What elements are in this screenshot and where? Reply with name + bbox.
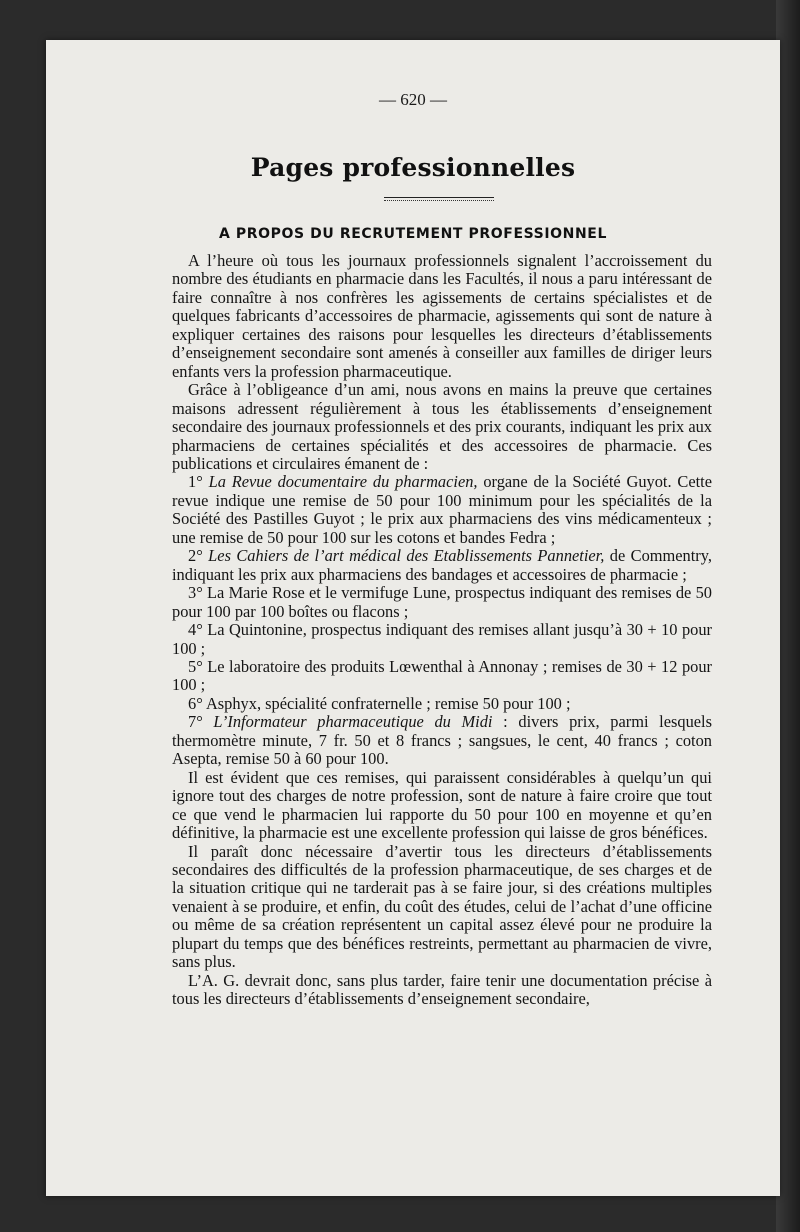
document-page bbox=[46, 40, 780, 1196]
item-text: de Commentry, indiquant les prix aux pharmaciens des bandages et accessoires de pharmacie ; bbox=[172, 546, 712, 584]
publication-title: La Revue documentaire du pharmacien, bbox=[208, 472, 478, 492]
publication-title: L’Informateur pharmaceutique du Midi bbox=[213, 712, 493, 732]
page-number: — 620 — bbox=[379, 90, 447, 109]
list-item bbox=[172, 473, 712, 547]
paragraph: Il paraît donc nécessaire d’avertir tous les directeurs d’établissements secondaires des difficultés de la profession pharmaceutique, de ses charges et de la situation critique qui ne tarderait pas à se faire jour, si des créations multiples venaient à se produire, et enfin, du coût des études, celui de l’achat d’une officine ou même de sa création représentent un capital assez élevé pour ne produire la plupart du temps que des bénéfices restreints, permettant au pharmacien de vivre, sans plus. bbox=[172, 841, 712, 972]
paragraph: Grâce à l’obligeance d’un ami, nous avons en mains la preuve que certaines maisons adressent régulièrement à tous les établissements d’enseignement secondaire des journaux professionnels et des prix courants, indiquant les prix aux pharmaciens de certaines spécialités et des accessoires de pharmacie. Ces publications et circulaires émanent de : bbox=[172, 380, 712, 473]
item-text: organe de la Société Guyot. Cette revue indique une remise de 50 pour 100 minimum pour les spécialités de la Société des Pastilles Guyot ; le prix aux pharmaciens des vins médicamenteux ; une remise de 50 pour 100 sur les cotons et bandes Fedra ; bbox=[172, 472, 712, 547]
title-divider bbox=[384, 197, 494, 201]
paragraph: A l’heure où tous les journaux professionnels signalent l’accroissement du nombre des étudiants en pharmacie dans les Facultés, il nous a paru intéressant de faire connaître à nos confrères les agissements de certains spécialistes et de quelques fabricants d’accessoires de pharmacie, agissements qui sont de nature à expliquer certaines des raisons pour lesquelles les directeurs d’établissements d’enseignement secondaire sont amenés à conseiller aux familles de diriger leurs enfants vers la profession pharmaceutique. bbox=[172, 251, 712, 381]
list-item: 4° La Quintonine, prospectus indiquant des remises allant jusqu’à 30 + 10 pour 100 ; bbox=[172, 620, 712, 658]
item-number: 2° bbox=[188, 546, 209, 566]
article-heading: A PROPOS DU RECRUTEMENT PROFESSIONNEL bbox=[219, 226, 607, 242]
list-item bbox=[172, 713, 712, 768]
list-item: 5° Le laboratoire des produits Lœwenthal à Annonay ; remises de 30 + 12 pour 100 ; bbox=[172, 656, 712, 695]
item-number: 7° bbox=[188, 712, 214, 732]
paragraph: Il est évident que ces remises, qui paraissent considérables à quelqu’un qui ignore tout des charges de notre profession, sont de nature à faire croire que tout ce que vend le pharmacien lui rapporte du 50 pour 100 en moyenne et qu’en définitive, la pharmacie est une excellente profession qui laisse de gros bénéfices. bbox=[172, 767, 712, 843]
list-item: 3° La Marie Rose et le vermifuge Lune, prospectus indiquant des remises de 50 pour 100 par 100 boîtes ou flacons ; bbox=[172, 583, 712, 621]
paragraph: L’A. G. devrait donc, sans plus tarder, faire tenir une documentation précise à tous les directeurs d’établissements d’enseignement secondaire, bbox=[172, 970, 712, 1009]
list-item: 6° Asphyx, spécialité confraternelle ; remise 50 pour 100 ; bbox=[188, 693, 571, 713]
article-body bbox=[172, 252, 712, 1009]
item-text: : divers prix, parmi lesquels thermomètre minute, 7 fr. 50 et 8 francs ; sangsues, le cent, 40 francs ; coton Asepta, remise 50 à 60 pour 100. bbox=[172, 712, 712, 769]
section-title: Pages professionnelles bbox=[250, 153, 576, 182]
publication-title: Les Cahiers de l’art médical des Etablissements Pannetier, bbox=[208, 546, 605, 566]
item-number: 1° bbox=[188, 472, 209, 492]
list-item bbox=[172, 547, 712, 584]
